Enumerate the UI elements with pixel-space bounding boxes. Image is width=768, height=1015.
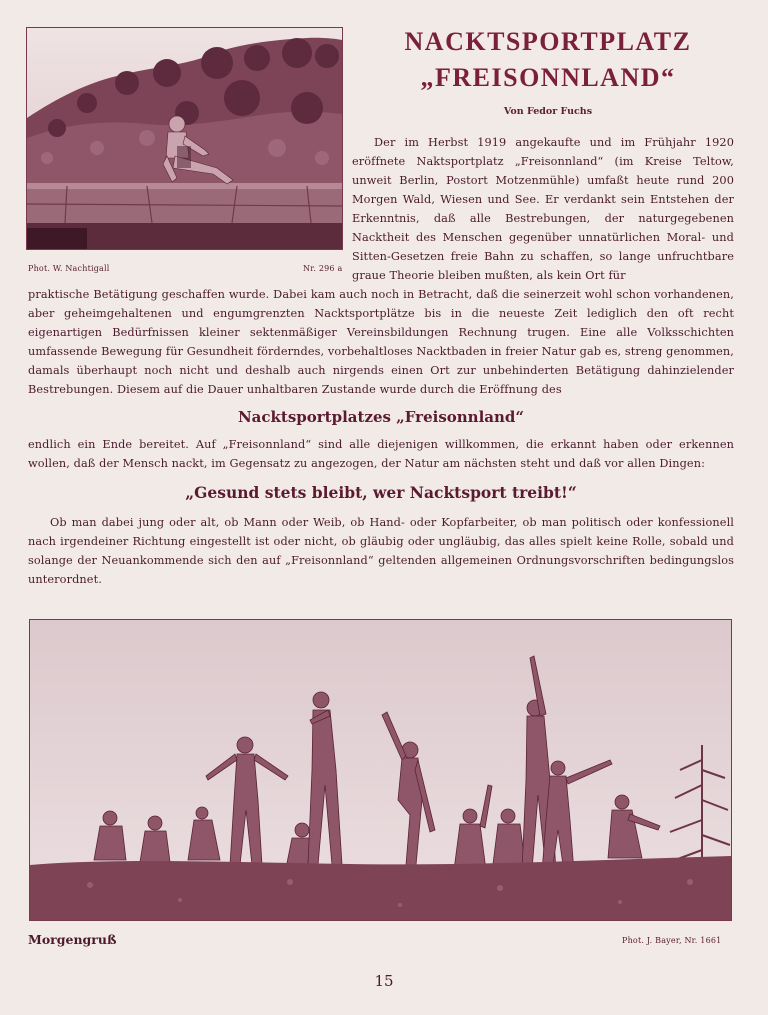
heading-motto: „Gesund stets bleibt, wer Nacktsport treibt!“	[185, 483, 577, 502]
photo-bottom-credit: Phot. J. Bayer, Nr. 1661	[622, 936, 722, 945]
paragraph-3: Ob man dabei jung oder alt, ob Mann oder Weib, ob Hand- oder Kopfarbeiter, ob man politisch oder konfessionell nach irgendeiner Richtung eingestellt ist oder nicht, ob gläubig oder ungläubig, das alles spielt keine Rolle, sobald und solange der Neuankommende sich den auf „Freisonnland“ geltenden allgemeinen Ordnungsvorschriften bedingungslos unterordnet.	[28, 516, 734, 586]
paragraph-2: endlich ein Ende bereitet. Auf „Freisonnland“ sind alle diejenigen willkommen, die erkannt haben oder erkennen wollen, daß der Mensch nackt, im Gegensatz zu angezogen, der Natur am nächsten steht und daß vor allen Dingen:	[28, 438, 734, 470]
paragraph-1-right: Der im Herbst 1919 angekaufte und im Frühjahr 1920 eröffnete Naktsportplatz „Freisonnland“ (im Kreise Teltow, unweit Berlin, Postort Motzenmühle) umfaßt heute rund 200 Morgen Wald, Wiesen und See. Er verdankt sein Entstehen der Erkenntnis, daß alle Bestrebungen, der naturgegebenen Nacktheit des Menschen gegenüber unnatürlichen Moral- und Sitten-Gesetzen freie Bahn zu schaffen, so lange unfruchtbare graue Theorie bleiben mußten, als kein Ort für	[352, 136, 734, 282]
heading-freisonnland: Nacktsportplatzes „Freisonnland“	[237, 408, 525, 426]
photo-boy-on-wall	[26, 27, 343, 250]
article-title-line2: „FREISONNLAND“	[420, 63, 676, 92]
photo-morgengruss	[29, 619, 732, 921]
paragraph-1-full: praktische Betätigung geschaffen wurde. Dabei kam auch noch in Betracht, daß die seinerzeit wohl schon vorhandenen, aber geheimgehaltenen und engumgrenzten Nacktsportplätze bis in die neueste Zeit lediglich den oft recht eigenartigen Bedürfnissen kleiner sektenmäßiger Vereinsbildungen Rechnung trugen. Eine alle Volksschichten umfassende Bewegung für Gesundheit förderndes, vorbehaltloses Nacktbaden in freier Natur gab es, streng genommen, damals überhaupt noch nicht und deshalb auch nirgends einen Ort zur unbehinderten Betätigung dahinzielender Bestrebungen. Diesem auf die Dauer unhaltbaren Zustande wurde durch die Eröffnung des	[28, 288, 734, 396]
page-number: 15	[374, 972, 394, 990]
photo-top-credit-left: Phot. W. Nachtigall	[28, 264, 110, 273]
photo-bottom-caption: Morgengruß	[28, 932, 117, 947]
photo-top-credit-right: Nr. 296 a	[303, 264, 343, 273]
article-byline: Von Fedor Fuchs	[503, 106, 593, 117]
article-title-line1: NACKTSPORTPLATZ	[404, 27, 692, 56]
